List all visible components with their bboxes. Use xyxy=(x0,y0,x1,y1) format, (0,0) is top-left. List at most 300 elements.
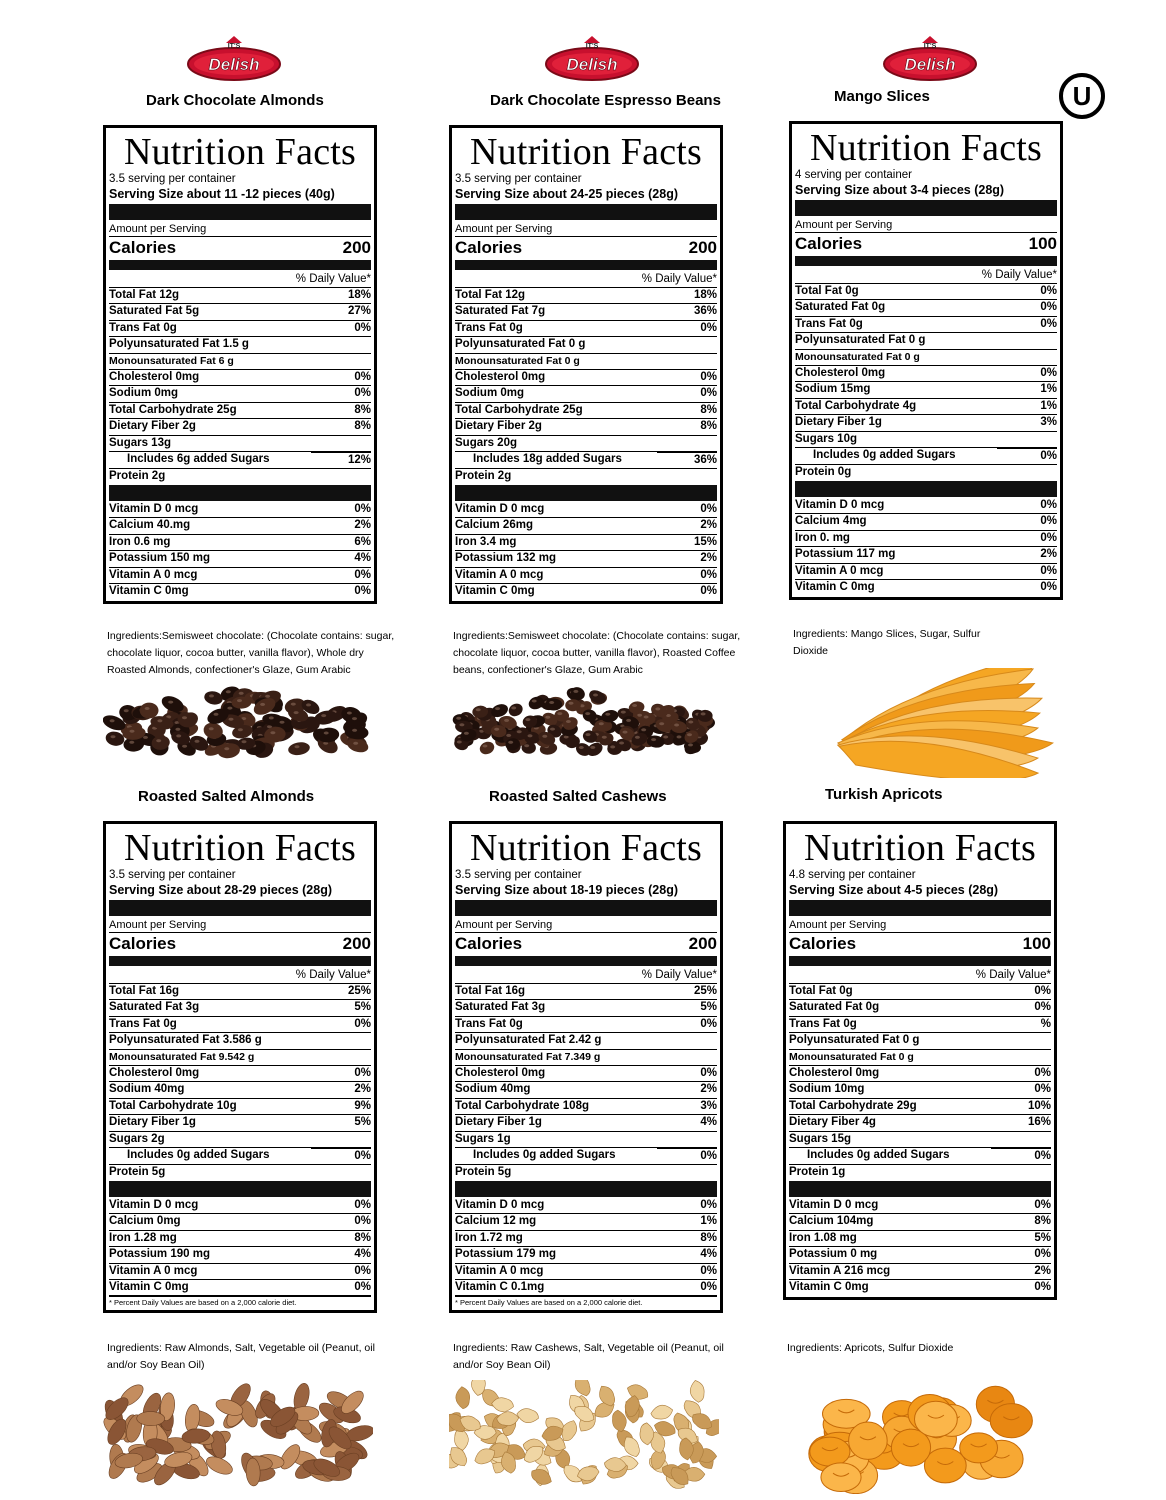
vitamin-label: Vitamin D 0 mcg xyxy=(795,498,885,511)
svg-text:IT'S: IT'S xyxy=(227,43,241,50)
divider xyxy=(109,204,371,220)
nutrient-percent: 3% xyxy=(700,1099,717,1112)
nutrient-label: Total Fat 0g xyxy=(789,985,853,997)
nutrition-label xyxy=(449,821,723,1313)
product-title: Turkish Apricots xyxy=(825,786,943,803)
vitamin-percent: 0% xyxy=(1040,498,1057,511)
nutrient-label: Sodium 15mg xyxy=(795,383,871,396)
divider xyxy=(789,900,1051,916)
nutrient-row xyxy=(455,436,717,452)
nutrient-row xyxy=(455,1050,717,1066)
vitamin-percent: 0% xyxy=(354,568,371,581)
nutrient-row xyxy=(795,382,1057,398)
vitamin-label: Calcium 104mg xyxy=(789,1215,874,1228)
calories-label: Calories xyxy=(109,934,177,953)
divider xyxy=(109,485,371,501)
nutrient-label: Total Carbohydrate 29g xyxy=(789,1099,917,1112)
vitamin-label: Calcium 26mg xyxy=(455,519,533,532)
nutrient-percent: 0% xyxy=(700,1017,717,1030)
nutrient-label: Total Fat 16g xyxy=(455,985,526,997)
nutrition-facts-heading: Nutrition Facts xyxy=(803,827,1037,869)
serving-size: Serving Size about 24-25 pieces (28g) xyxy=(455,187,678,201)
nutrient-percent: 8% xyxy=(354,420,371,433)
vitamin-row xyxy=(455,502,717,518)
nutrient-percent: 0% xyxy=(1040,317,1057,330)
nutrient-row xyxy=(789,1000,1051,1016)
vitamin-percent: 0% xyxy=(354,502,371,515)
vitamin-percent: 0% xyxy=(354,1280,371,1293)
nutrient-row xyxy=(109,1050,371,1066)
vitamin-percent: 0% xyxy=(700,584,717,597)
nutrient-label: Sugars 10g xyxy=(795,432,857,445)
vitamin-label: Vitamin D 0 mcg xyxy=(455,502,545,515)
vitamin-row xyxy=(455,1264,717,1280)
nutrient-label: Trans Fat 0g xyxy=(109,321,177,334)
nutrient-label: Sodium 40mg xyxy=(455,1083,531,1096)
nutrient-label: Saturated Fat 7g xyxy=(455,305,546,318)
vitamin-row xyxy=(789,1214,1051,1230)
nutrient-label: Protein 2g xyxy=(109,470,166,483)
nutrient-label: Protein 5g xyxy=(455,1166,512,1179)
nutrient-row xyxy=(109,984,371,1000)
serving-size: Serving Size about 18-19 pieces (28g) xyxy=(455,883,678,897)
nutrient-label: Saturated Fat 0g xyxy=(795,301,886,314)
nutrient-label: Sugars 1g xyxy=(455,1132,511,1145)
nutrient-row xyxy=(109,337,371,353)
svg-text:Delish: Delish xyxy=(208,55,260,74)
nutrient-percent: 0% xyxy=(700,387,717,400)
amount-per-serving: Amount per Serving xyxy=(455,919,553,931)
nutrient-label: Protein 5g xyxy=(109,1166,166,1179)
nutrient-label: Dietary Fiber 2g xyxy=(455,420,542,433)
nutrient-percent: 1% xyxy=(1040,383,1057,396)
brand-logo xyxy=(182,34,286,84)
nutrition-label xyxy=(449,125,723,604)
nutrient-percent: 1% xyxy=(1040,399,1057,412)
nutrient-percent: 0% xyxy=(700,321,717,334)
vitamin-label: Potassium 190 mg xyxy=(109,1248,210,1261)
nutrient-label: Total Carbohydrate 4g xyxy=(795,399,917,412)
calories-value: 100 xyxy=(1022,934,1051,953)
nutrient-percent: 0% xyxy=(354,1067,371,1080)
nutrient-percent: 0% xyxy=(700,371,717,384)
nutrient-row xyxy=(795,432,1057,448)
nutrient-label: Cholesterol 0mg xyxy=(789,1067,880,1080)
nutrient-label: Sodium 0mg xyxy=(109,387,179,400)
vitamin-row xyxy=(455,551,717,567)
vitamin-label: Vitamin D 0 mcg xyxy=(455,1198,545,1211)
vitamin-percent: 0% xyxy=(700,1264,717,1277)
nutrient-percent: 0% xyxy=(1040,285,1057,297)
ingredients-text: Ingredients:Semisweet chocolate: (Chocolate contains: sugar, chocolate liquor, cocoa butter, vanilla flavor), Whole dry Roasted Almonds, confectioner's Glaze, Gum Arabic xyxy=(107,630,395,676)
calories-value: 200 xyxy=(688,238,717,257)
calories-row xyxy=(455,932,717,954)
vitamin-row xyxy=(455,1280,717,1296)
nutrient-label: Polyunsaturated Fat 0 g xyxy=(789,1034,920,1047)
nutrient-label: Polyunsaturated Fat 3.586 g xyxy=(109,1034,262,1047)
calories-value: 200 xyxy=(342,238,371,257)
vitamin-row xyxy=(455,518,717,534)
ingredients-text: Ingredients:Semisweet chocolate: (Chocolate contains: sugar, chocolate liquor, cocoa butter, vanilla flavor), Roasted Coffee beans, confectioner's Glaze, Gum Arabic xyxy=(453,630,741,676)
nutrient-label: Polyunsaturated Fat 1.5 g xyxy=(109,338,249,351)
espresso-image xyxy=(449,672,719,787)
vitamin-label: Iron 1.28 mg xyxy=(109,1231,177,1244)
nutrient-percent: 0% xyxy=(700,1067,717,1080)
vitamin-percent: 4% xyxy=(354,552,371,565)
nutrient-label: Trans Fat 0g xyxy=(455,1017,523,1030)
nutrition-label xyxy=(783,821,1057,1300)
nutrient-row xyxy=(455,321,717,337)
daily-value-header: % Daily Value* xyxy=(109,968,371,984)
nutrient-label: Cholesterol 0mg xyxy=(795,367,886,380)
vitamin-row xyxy=(789,1247,1051,1263)
svg-text:IT'S: IT'S xyxy=(585,43,599,50)
nutrient-label: Monounsaturated Fat 6 g xyxy=(109,354,234,367)
vitamin-row xyxy=(795,580,1057,595)
daily-value-header: % Daily Value* xyxy=(455,968,717,984)
vitamin-row xyxy=(109,1214,371,1230)
vitamin-percent: 4% xyxy=(354,1248,371,1261)
nutrient-row xyxy=(109,1033,371,1049)
nutrient-percent: 27% xyxy=(347,305,371,318)
nutrient-row xyxy=(455,288,717,304)
nutrient-label: Sugars 15g xyxy=(789,1132,851,1145)
nutrient-label: Includes 0g added Sugars xyxy=(813,449,956,462)
nutrient-row xyxy=(455,337,717,353)
calories-value: 200 xyxy=(688,934,717,953)
nutrient-row xyxy=(109,436,371,452)
nutrient-row xyxy=(455,370,717,386)
nutrient-row xyxy=(109,469,371,484)
nutrient-label: Sodium 0mg xyxy=(455,387,525,400)
nutrient-row xyxy=(789,984,1051,1000)
vitamin-label: Vitamin C 0mg xyxy=(109,1280,189,1293)
daily-value-header: % Daily Value* xyxy=(455,272,717,288)
nutrient-row xyxy=(455,386,717,402)
vitamin-percent: 15% xyxy=(693,535,717,548)
vitamin-percent: 0% xyxy=(1034,1280,1051,1293)
vitamin-row xyxy=(795,564,1057,580)
nutrient-label: Sugars 2g xyxy=(109,1132,165,1145)
vitamin-label: Vitamin D 0 mcg xyxy=(109,502,199,515)
vitamin-percent: 4% xyxy=(700,1248,717,1261)
divider xyxy=(789,956,1051,966)
daily-value-header: % Daily Value* xyxy=(109,272,371,288)
ingredients-text: Ingredients: Apricots, Sulfur Dioxide xyxy=(787,1342,954,1354)
vitamin-row xyxy=(109,1198,371,1214)
nutrient-row xyxy=(109,1082,371,1098)
vitamin-label: Potassium 179 mg xyxy=(455,1248,556,1261)
vitamin-percent: 0% xyxy=(700,502,717,515)
nutrition-facts-heading: Nutrition Facts xyxy=(469,827,703,869)
divider xyxy=(455,260,717,270)
nutrient-label: Includes 18g added Sugars xyxy=(473,453,622,466)
nutrient-percent: 18% xyxy=(693,289,717,301)
nutrition-facts-heading: Nutrition Facts xyxy=(123,827,357,869)
nutrient-percent: 4% xyxy=(700,1116,717,1129)
divider xyxy=(795,200,1057,216)
servings-per-container: 3.5 serving per container xyxy=(455,173,582,185)
vitamin-row xyxy=(795,514,1057,530)
nutrient-row xyxy=(789,1050,1051,1066)
nutrient-label: Saturated Fat 3g xyxy=(109,1001,200,1014)
divider xyxy=(109,900,371,916)
nutrient-label: Dietary Fiber 1g xyxy=(795,416,882,429)
nutrient-percent: 0% xyxy=(997,448,1057,464)
nutrient-label: Protein 2g xyxy=(455,470,512,483)
nutrient-label: Monounsaturated Fat 7.349 g xyxy=(455,1050,601,1063)
vitamin-row xyxy=(455,535,717,551)
nutrient-row xyxy=(109,1148,371,1165)
nutrient-row xyxy=(109,1000,371,1016)
vitamin-row xyxy=(109,518,371,534)
amount-per-serving: Amount per Serving xyxy=(455,223,553,235)
nutrient-row xyxy=(789,1033,1051,1049)
vitamin-label: Vitamin D 0 mcg xyxy=(109,1198,199,1211)
calories-label: Calories xyxy=(795,234,863,253)
nutrient-row xyxy=(109,370,371,386)
nutrient-label: Monounsaturated Fat 9.542 g xyxy=(109,1050,255,1063)
nutrient-percent: 5% xyxy=(354,1001,371,1014)
nutrient-row xyxy=(455,304,717,320)
nutrient-percent: 0% xyxy=(657,1148,717,1164)
brand-logo xyxy=(540,34,644,84)
nutrient-label: Cholesterol 0mg xyxy=(109,371,200,384)
nutrient-label: Trans Fat 0g xyxy=(795,317,863,330)
nutrient-row xyxy=(795,284,1057,300)
nutrient-row xyxy=(789,1017,1051,1033)
nutrient-row xyxy=(109,1165,371,1180)
nutrition-facts-heading: Nutrition Facts xyxy=(123,131,357,173)
nutrient-percent: 12% xyxy=(311,452,371,468)
vitamin-percent: 2% xyxy=(700,519,717,532)
vitamin-percent: 0% xyxy=(354,1215,371,1228)
nutrient-row xyxy=(795,448,1057,465)
nutrient-label: Includes 6g added Sugars xyxy=(127,453,270,466)
nutrient-label: Cholesterol 0mg xyxy=(109,1067,200,1080)
vitamin-percent: 0% xyxy=(354,584,371,597)
nutrient-percent: 36% xyxy=(693,305,717,318)
nutrient-label: Total Carbohydrate 108g xyxy=(455,1099,589,1112)
nutrient-row xyxy=(109,1099,371,1115)
divider xyxy=(795,256,1057,266)
nutrient-percent: 25% xyxy=(347,985,371,997)
vitamin-label: Vitamin A 0 mcg xyxy=(455,1264,544,1277)
vitamin-label: Vitamin C 0mg xyxy=(109,584,189,597)
nutrient-row xyxy=(109,288,371,304)
vitamin-percent: 0% xyxy=(700,568,717,581)
nutrient-row xyxy=(109,1017,371,1033)
divider xyxy=(109,956,371,966)
vitamin-label: Vitamin C 0.1mg xyxy=(455,1280,545,1293)
vitamin-percent: 0% xyxy=(354,1198,371,1211)
nutrient-percent: % xyxy=(1040,1017,1051,1030)
amount-per-serving: Amount per Serving xyxy=(109,223,207,235)
nutrient-row xyxy=(795,333,1057,349)
nutrient-row xyxy=(455,1148,717,1165)
vitamin-percent: 2% xyxy=(354,519,371,532)
nutrient-row xyxy=(109,1066,371,1082)
brand-logo xyxy=(878,34,982,84)
nutrient-label: Includes 0g added Sugars xyxy=(807,1149,950,1162)
servings-per-container: 4 serving per container xyxy=(795,169,912,181)
divider xyxy=(455,204,717,220)
nutrient-row xyxy=(455,1066,717,1082)
serving-size: Serving Size about 11 -12 pieces (40g) xyxy=(109,187,335,201)
nutrient-percent: 0% xyxy=(991,1148,1051,1164)
nutrient-row xyxy=(109,1132,371,1148)
nutrition-label xyxy=(103,125,377,604)
nutrient-percent: 0% xyxy=(1040,367,1057,380)
vitamin-percent: 0% xyxy=(1034,1248,1051,1261)
vitamin-percent: 8% xyxy=(700,1231,717,1244)
vitamin-percent: 0% xyxy=(700,1198,717,1211)
nutrient-row xyxy=(789,1082,1051,1098)
nutrient-label: Protein 0g xyxy=(795,466,852,479)
nutrient-label: Polyunsaturated Fat 0 g xyxy=(455,338,586,351)
serving-size: Serving Size about 28-29 pieces (28g) xyxy=(109,883,332,897)
vitamin-percent: 2% xyxy=(700,552,717,565)
vitamin-row xyxy=(109,1247,371,1263)
nutrient-row xyxy=(795,415,1057,431)
ingredients-text: Ingredients: Raw Cashews, Salt, Vegetable oil (Peanut, oil and/or Soy Bean Oil) xyxy=(453,1342,724,1371)
nutrient-row xyxy=(109,304,371,320)
nutrient-row xyxy=(455,452,717,469)
almond-image xyxy=(103,1380,373,1495)
vitamin-percent: 0% xyxy=(1034,1198,1051,1211)
nutrient-label: Dietary Fiber 1g xyxy=(109,1116,196,1129)
nutrient-row xyxy=(109,419,371,435)
servings-per-container: 3.5 serving per container xyxy=(455,869,582,881)
calories-label: Calories xyxy=(789,934,857,953)
svg-text:Delish: Delish xyxy=(566,55,618,74)
nutrient-label: Cholesterol 0mg xyxy=(455,371,546,384)
nutrient-label: Polyunsaturated Fat 0 g xyxy=(795,334,926,347)
nutrient-label: Trans Fat 0g xyxy=(789,1017,857,1030)
vitamin-row xyxy=(789,1231,1051,1247)
vitamin-label: Vitamin A 216 mcg xyxy=(789,1264,891,1277)
nutrient-row xyxy=(789,1066,1051,1082)
nutrient-row xyxy=(109,1115,371,1131)
vitamin-label: Vitamin A 0 mcg xyxy=(455,568,544,581)
nutrient-label: Dietary Fiber 1g xyxy=(455,1116,542,1129)
apricot-image xyxy=(783,1384,1053,1499)
nutrient-percent: 8% xyxy=(700,420,717,433)
nutrient-label: Polyunsaturated Fat 2.42 g xyxy=(455,1034,602,1047)
vitamin-percent: 0% xyxy=(1040,564,1057,577)
calories-row xyxy=(795,232,1057,254)
vitamin-label: Vitamin C 0mg xyxy=(455,584,535,597)
nutrient-row xyxy=(789,1132,1051,1148)
nutrient-row xyxy=(455,469,717,484)
vitamin-label: Vitamin C 0mg xyxy=(795,580,875,593)
vitamin-row xyxy=(109,502,371,518)
serving-size: Serving Size about 3-4 pieces (28g) xyxy=(795,183,1005,197)
nutrient-label: Monounsaturated Fat 0 g xyxy=(789,1050,914,1063)
nutrient-row xyxy=(455,1099,717,1115)
nutrient-percent: 25% xyxy=(693,985,717,997)
daily-value-footnote: * Percent Daily Values are based on a 2,000 calorie diet. xyxy=(109,1296,371,1308)
nutrient-percent: 0% xyxy=(1040,301,1057,314)
vitamin-percent: 5% xyxy=(1034,1231,1051,1244)
calories-value: 200 xyxy=(342,934,371,953)
kosher-symbol xyxy=(1058,72,1106,120)
nutrient-percent: 10% xyxy=(1027,1099,1051,1112)
nutrient-label: Total Fat 12g xyxy=(455,289,526,301)
nutrient-percent: 2% xyxy=(700,1083,717,1096)
nutrition-facts-heading: Nutrition Facts xyxy=(469,131,703,173)
calories-row xyxy=(109,236,371,258)
nutrient-row xyxy=(795,399,1057,415)
product-title: Roasted Salted Almonds xyxy=(138,788,315,805)
vitamin-row xyxy=(455,1231,717,1247)
vitamin-label: Vitamin A 0 mcg xyxy=(109,1264,198,1277)
product-title: Dark Chocolate Espresso Beans xyxy=(490,92,721,109)
nutrient-percent: 0% xyxy=(1034,1083,1051,1096)
svg-text:Delish: Delish xyxy=(904,55,956,74)
nutrient-percent: 0% xyxy=(354,387,371,400)
vitamin-row xyxy=(109,551,371,567)
vitamin-label: Iron 1.72 mg xyxy=(455,1231,523,1244)
nutrient-label: Dietary Fiber 4g xyxy=(789,1116,876,1129)
nutrient-label: Monounsaturated Fat 0 g xyxy=(795,350,920,363)
vitamin-label: Calcium 12 mg xyxy=(455,1215,537,1228)
vitamin-percent: 0% xyxy=(1040,515,1057,528)
nutrient-label: Sodium 10mg xyxy=(789,1083,865,1096)
nutrient-row xyxy=(109,354,371,370)
nutrient-percent: 36% xyxy=(657,452,717,468)
daily-value-header: % Daily Value* xyxy=(795,268,1057,284)
nutrient-label: Total Fat 0g xyxy=(795,285,859,297)
servings-per-container: 3.5 serving per container xyxy=(109,173,236,185)
vitamin-label: Potassium 150 mg xyxy=(109,552,210,565)
nutrient-row xyxy=(455,1000,717,1016)
calories-value: 100 xyxy=(1028,234,1057,253)
nutrient-percent: 0% xyxy=(1034,985,1051,997)
nutrient-label: Total Fat 12g xyxy=(109,289,180,301)
vitamin-row xyxy=(109,535,371,551)
divider xyxy=(109,1181,371,1197)
nutrient-percent: 0% xyxy=(354,1017,371,1030)
nutrient-percent: 5% xyxy=(354,1116,371,1129)
svg-text:IT'S: IT'S xyxy=(923,43,937,50)
nutrient-row xyxy=(795,317,1057,333)
nutrient-row xyxy=(455,1017,717,1033)
vitamin-percent: 6% xyxy=(354,535,371,548)
vitamin-label: Vitamin A 0 mcg xyxy=(109,568,198,581)
ingredients-text: Ingredients: Raw Almonds, Salt, Vegetable oil (Peanut, oil and/or Soy Bean Oil) xyxy=(107,1342,375,1371)
vitamin-percent: 2% xyxy=(1034,1264,1051,1277)
nutrient-row xyxy=(795,366,1057,382)
nutrient-row xyxy=(789,1165,1051,1180)
nutrient-row xyxy=(455,419,717,435)
vitamin-row xyxy=(455,1214,717,1230)
nutrient-label: Protein 1g xyxy=(789,1166,846,1179)
vitamin-row xyxy=(109,1264,371,1280)
vitamin-label: Calcium 0mg xyxy=(109,1215,181,1228)
divider xyxy=(455,1181,717,1197)
vitamin-percent: 0% xyxy=(1040,531,1057,544)
nutrient-label: Trans Fat 0g xyxy=(109,1017,177,1030)
nutrient-percent: 16% xyxy=(1027,1116,1051,1129)
vitamin-row xyxy=(789,1264,1051,1280)
nutrient-percent: 0% xyxy=(354,371,371,384)
product-title: Dark Chocolate Almonds xyxy=(146,92,324,109)
vitamin-label: Calcium 40.mg xyxy=(109,519,191,532)
nutrient-row xyxy=(109,386,371,402)
nutrient-row xyxy=(455,354,717,370)
daily-value-footnote: * Percent Daily Values are based on a 2,000 calorie diet. xyxy=(455,1296,717,1308)
